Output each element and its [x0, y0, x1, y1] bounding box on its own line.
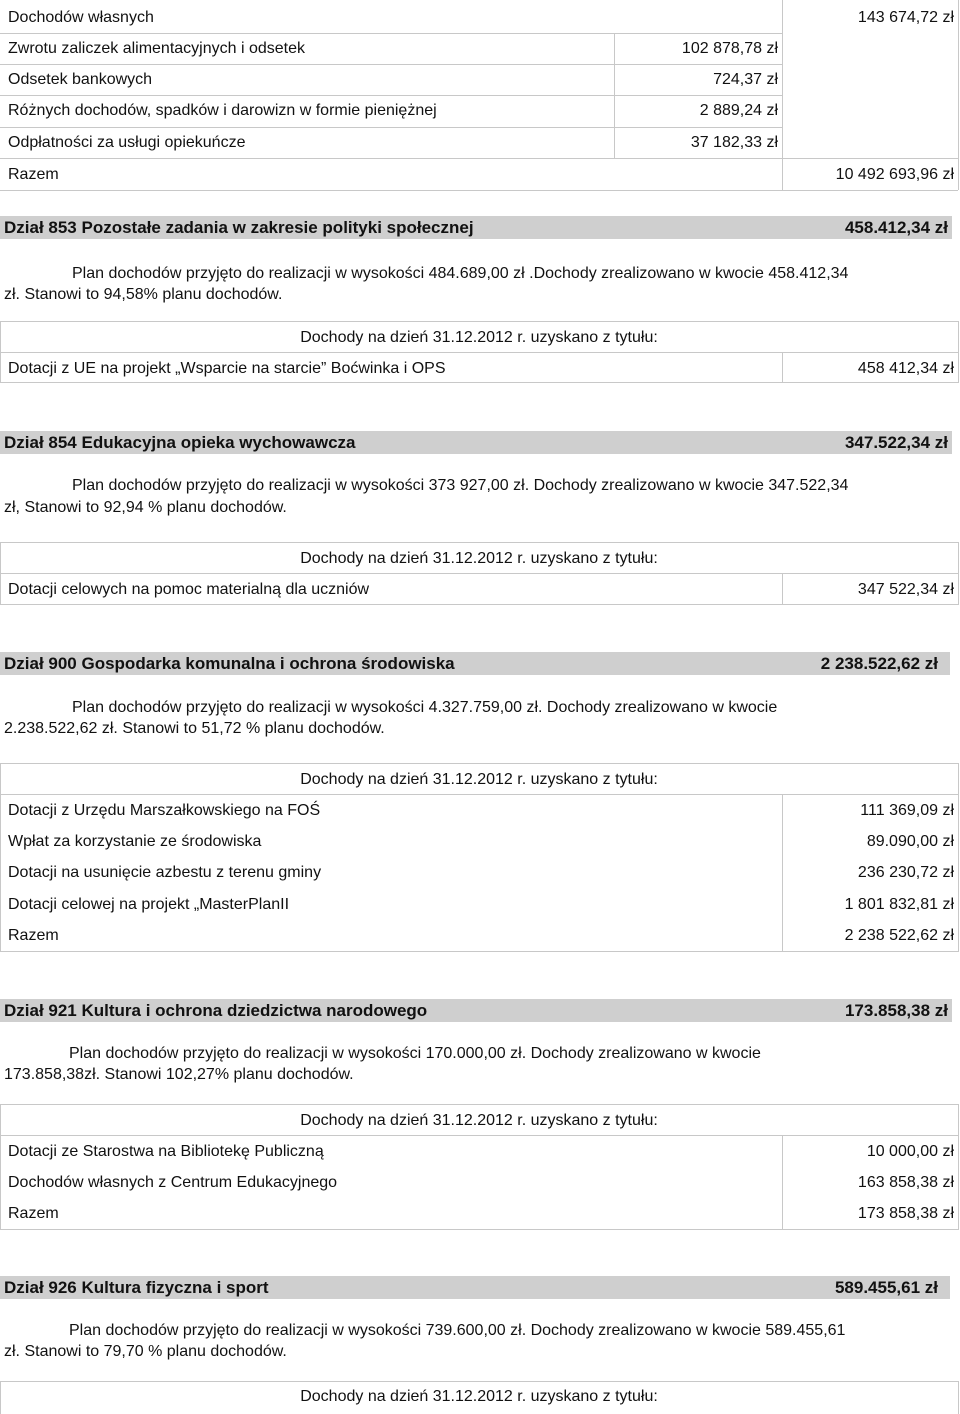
table-row-value: 10 000,00 zł: [866, 1143, 954, 1160]
table-header: Dochody na dzień 31.12.2012 r. uzyskano z tytułu:: [300, 1112, 658, 1129]
table-row-label: Różnych dochodów, spadków i darowizn w formie pieniężnej: [8, 102, 437, 119]
table-header: Dochody na dzień 31.12.2012 r. uzyskano z tytułu:: [300, 771, 658, 788]
table-row-value: 163 858,38 zł: [857, 1174, 954, 1191]
table-row-label: Razem: [8, 927, 59, 944]
table-row-value: 2 889,24 zł: [699, 102, 778, 119]
table-row-label: Dotacji na usunięcie azbestu z terenu gminy: [8, 864, 322, 881]
section-paragraph: zł, Stanowi to 92,94 % planu dochodów.: [4, 499, 287, 516]
table-header: Dochody na dzień 31.12.2012 r. uzyskano z tytułu:: [300, 550, 658, 567]
section-paragraph: Plan dochodów przyjęto do realizacji w wysokości 739.600,00 zł. Dochody zrealizowano w kwocie 589.455,61: [69, 1322, 846, 1339]
table-row-value: 724,37 zł: [713, 71, 778, 88]
section-title: Dział 926 Kultura fizyczna i sport: [4, 1278, 269, 1297]
table-row-label: Dochodów własnych: [8, 9, 154, 26]
table-row-value: 347 522,34 zł: [857, 581, 954, 598]
table-header: Dochody na dzień 31.12.2012 r. uzyskano z tytułu:: [300, 329, 658, 346]
table-row-value: 37 182,33 zł: [690, 134, 778, 151]
table-row-value: 143 674,72 zł: [857, 9, 954, 26]
table-row-label: Dotacji z UE na projekt „Wsparcie na starcie” Boćwinka i OPS: [8, 360, 446, 377]
table-row-label: Dotacji celowych na pomoc materialną dla uczniów: [8, 581, 370, 598]
table-row-value: 89.090,00 zł: [866, 833, 954, 850]
table-row-value: 102 878,78 zł: [681, 40, 778, 57]
table-row-label: Dochodów własnych z Centrum Edukacyjnego: [8, 1174, 338, 1191]
section-title: Dział 900 Gospodarka komunalna i ochrona środowiska: [4, 654, 455, 673]
table-row-value: 10 492 693,96 zł: [835, 166, 954, 183]
table-row-value: 458 412,34 zł: [857, 360, 954, 377]
table-row-value: 1 801 832,81 zł: [844, 896, 954, 913]
section-paragraph: 173.858,38zł. Stanowi 102,27% planu dochodów.: [4, 1066, 354, 1083]
section-title: Dział 853 Pozostałe zadania w zakresie polityki społecznej: [4, 218, 474, 237]
section-amount: 589.455,61 zł: [834, 1278, 938, 1297]
table-row-label: Dotacji ze Starostwa na Bibliotekę Publiczną: [8, 1143, 324, 1160]
section-paragraph: Plan dochodów przyjęto do realizacji w wysokości 484.689,00 zł .Dochody zrealizowano w kwocie 458.412,34: [72, 265, 849, 282]
table-row-label: Wpłat za korzystanie ze środowiska: [8, 833, 262, 850]
table-row-value: 173 858,38 zł: [857, 1205, 954, 1222]
section-paragraph: zł. Stanowi to 79,70 % planu dochodów.: [4, 1343, 287, 1360]
section-amount: 2 238.522,62 zł: [820, 654, 938, 673]
table-row-value: 236 230,72 zł: [857, 864, 954, 881]
section-paragraph: Plan dochodów przyjęto do realizacji w wysokości 4.327.759,00 zł. Dochody zrealizowano w kwocie: [72, 699, 778, 716]
section-paragraph: Plan dochodów przyjęto do realizacji w wysokości 170.000,00 zł. Dochody zrealizowano w kwocie: [69, 1045, 761, 1062]
section-title: Dział 921 Kultura i ochrona dziedzictwa narodowego: [4, 1001, 428, 1020]
table-row-label: Razem: [8, 166, 59, 183]
section-amount: 347.522,34 zł: [844, 433, 948, 452]
table-header: Dochody na dzień 31.12.2012 r. uzyskano z tytułu:: [300, 1388, 658, 1405]
table-row-label: Dotacji z Urzędu Marszałkowskiego na FOŚ: [8, 802, 321, 819]
section-amount: 458.412,34 zł: [844, 218, 948, 237]
section-amount: 173.858,38 zł: [844, 1001, 948, 1020]
table-row-label: Zwrotu zaliczek alimentacyjnych i odsetek: [8, 40, 306, 57]
section-paragraph: 2.238.522,62 zł. Stanowi to 51,72 % planu dochodów.: [4, 720, 385, 737]
table-row-label: Razem: [8, 1205, 59, 1222]
table-row-label: Odpłatności za usługi opiekuńcze: [8, 134, 246, 151]
table-row-value: 2 238 522,62 zł: [844, 927, 954, 944]
section-title: Dział 854 Edukacyjna opieka wychowawcza: [4, 433, 356, 452]
section-paragraph: zł. Stanowi to 94,58% planu dochodów.: [4, 286, 283, 303]
table-row-value: 111 369,09 zł: [860, 802, 954, 819]
table-row-label: Odsetek bankowych: [8, 71, 153, 88]
table-row-label: Dotacji celowej na projekt „MasterPlanII: [8, 896, 290, 913]
section-paragraph: Plan dochodów przyjęto do realizacji w wysokości 373 927,00 zł. Dochody zrealizowano w kwocie 347.522,34: [72, 477, 849, 494]
